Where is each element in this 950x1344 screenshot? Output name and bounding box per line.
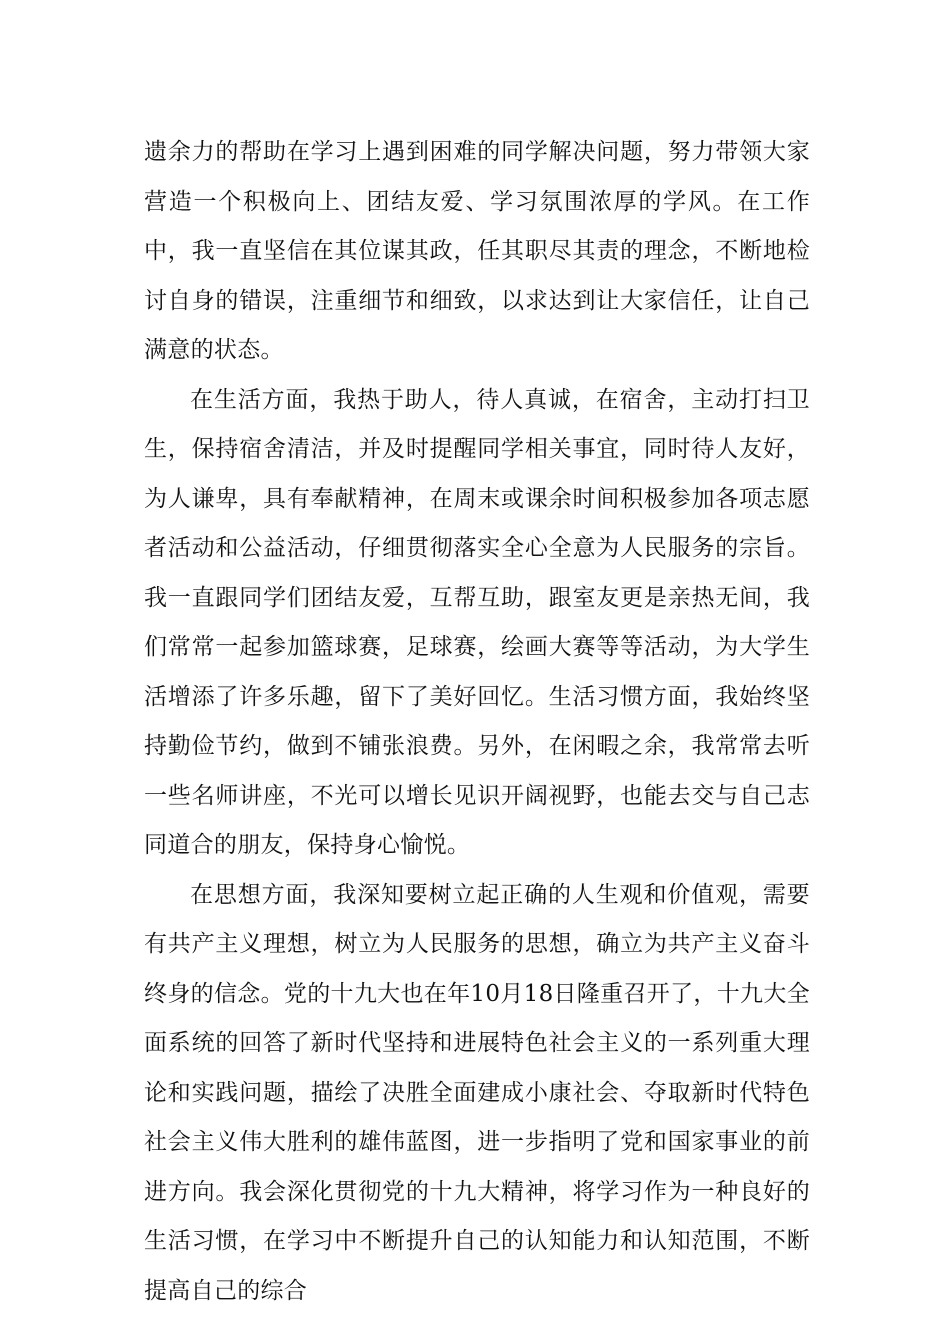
paragraph-thought: 在思想方面，我深知要树立起正确的人生观和价值观，需要有共产主义理想，树立为人民服务的思想，确立为共产主义奋斗终身的信念。党的十九大也在年10月18日隆重召开了，十九大全面系统的回答了新时代坚持和进展特色社会主义的一系列重大理论和实践问题，描绘了决胜全面建成小康社会、夺取新时代特色社会主义伟大胜利的雄伟蓝图，进一步指明了党和国家事业的前进方向。我会深化贯彻党的十九大精神，将学习作为一种良好的生活习惯，在学习中不断提升自己的认知能力和认知范围，不断提高自己的综合 [144,881,810,1304]
document-body [144,128,810,1316]
paragraph-life: 在生活方面，我热于助人，待人真诚，在宿舍，主动打扫卫生，保持宿舍清洁，并及时提醒同学相关事宜，同时待人友好，为人谦卑，具有奉献精神，在周末或课余时间积极参加各项志愿者活动和公益活动，仔细贯彻落实全心全意为人民服务的宗旨。我一直跟同学们团结友爱，互帮互助，跟室友更是亲热无间，我们常常一起参加篮球赛，足球赛，绘画大赛等等活动，为大学生活增添了许多乐趣，留下了美好回忆。生活习惯方面，我始终坚持勤俭节约，做到不铺张浪费。另外，在闲暇之余，我常常去听一些名师讲座，不光可以增长见识开阔视野，也能去交与自己志同道合的朋友，保持身心愉悦。 [144,386,810,858]
paragraph-work: 遗余力的帮助在学习上遇到困难的同学解决问题，努力带领大家营造一个积极向上、团结友爱、学习氛围浓厚的学风。在工作中，我一直坚信在其位谋其政，任其职尽其责的理念，不断地检讨自身的错误，注重细节和细致，以求达到让大家信任，让自己满意的状态。 [144,139,810,363]
